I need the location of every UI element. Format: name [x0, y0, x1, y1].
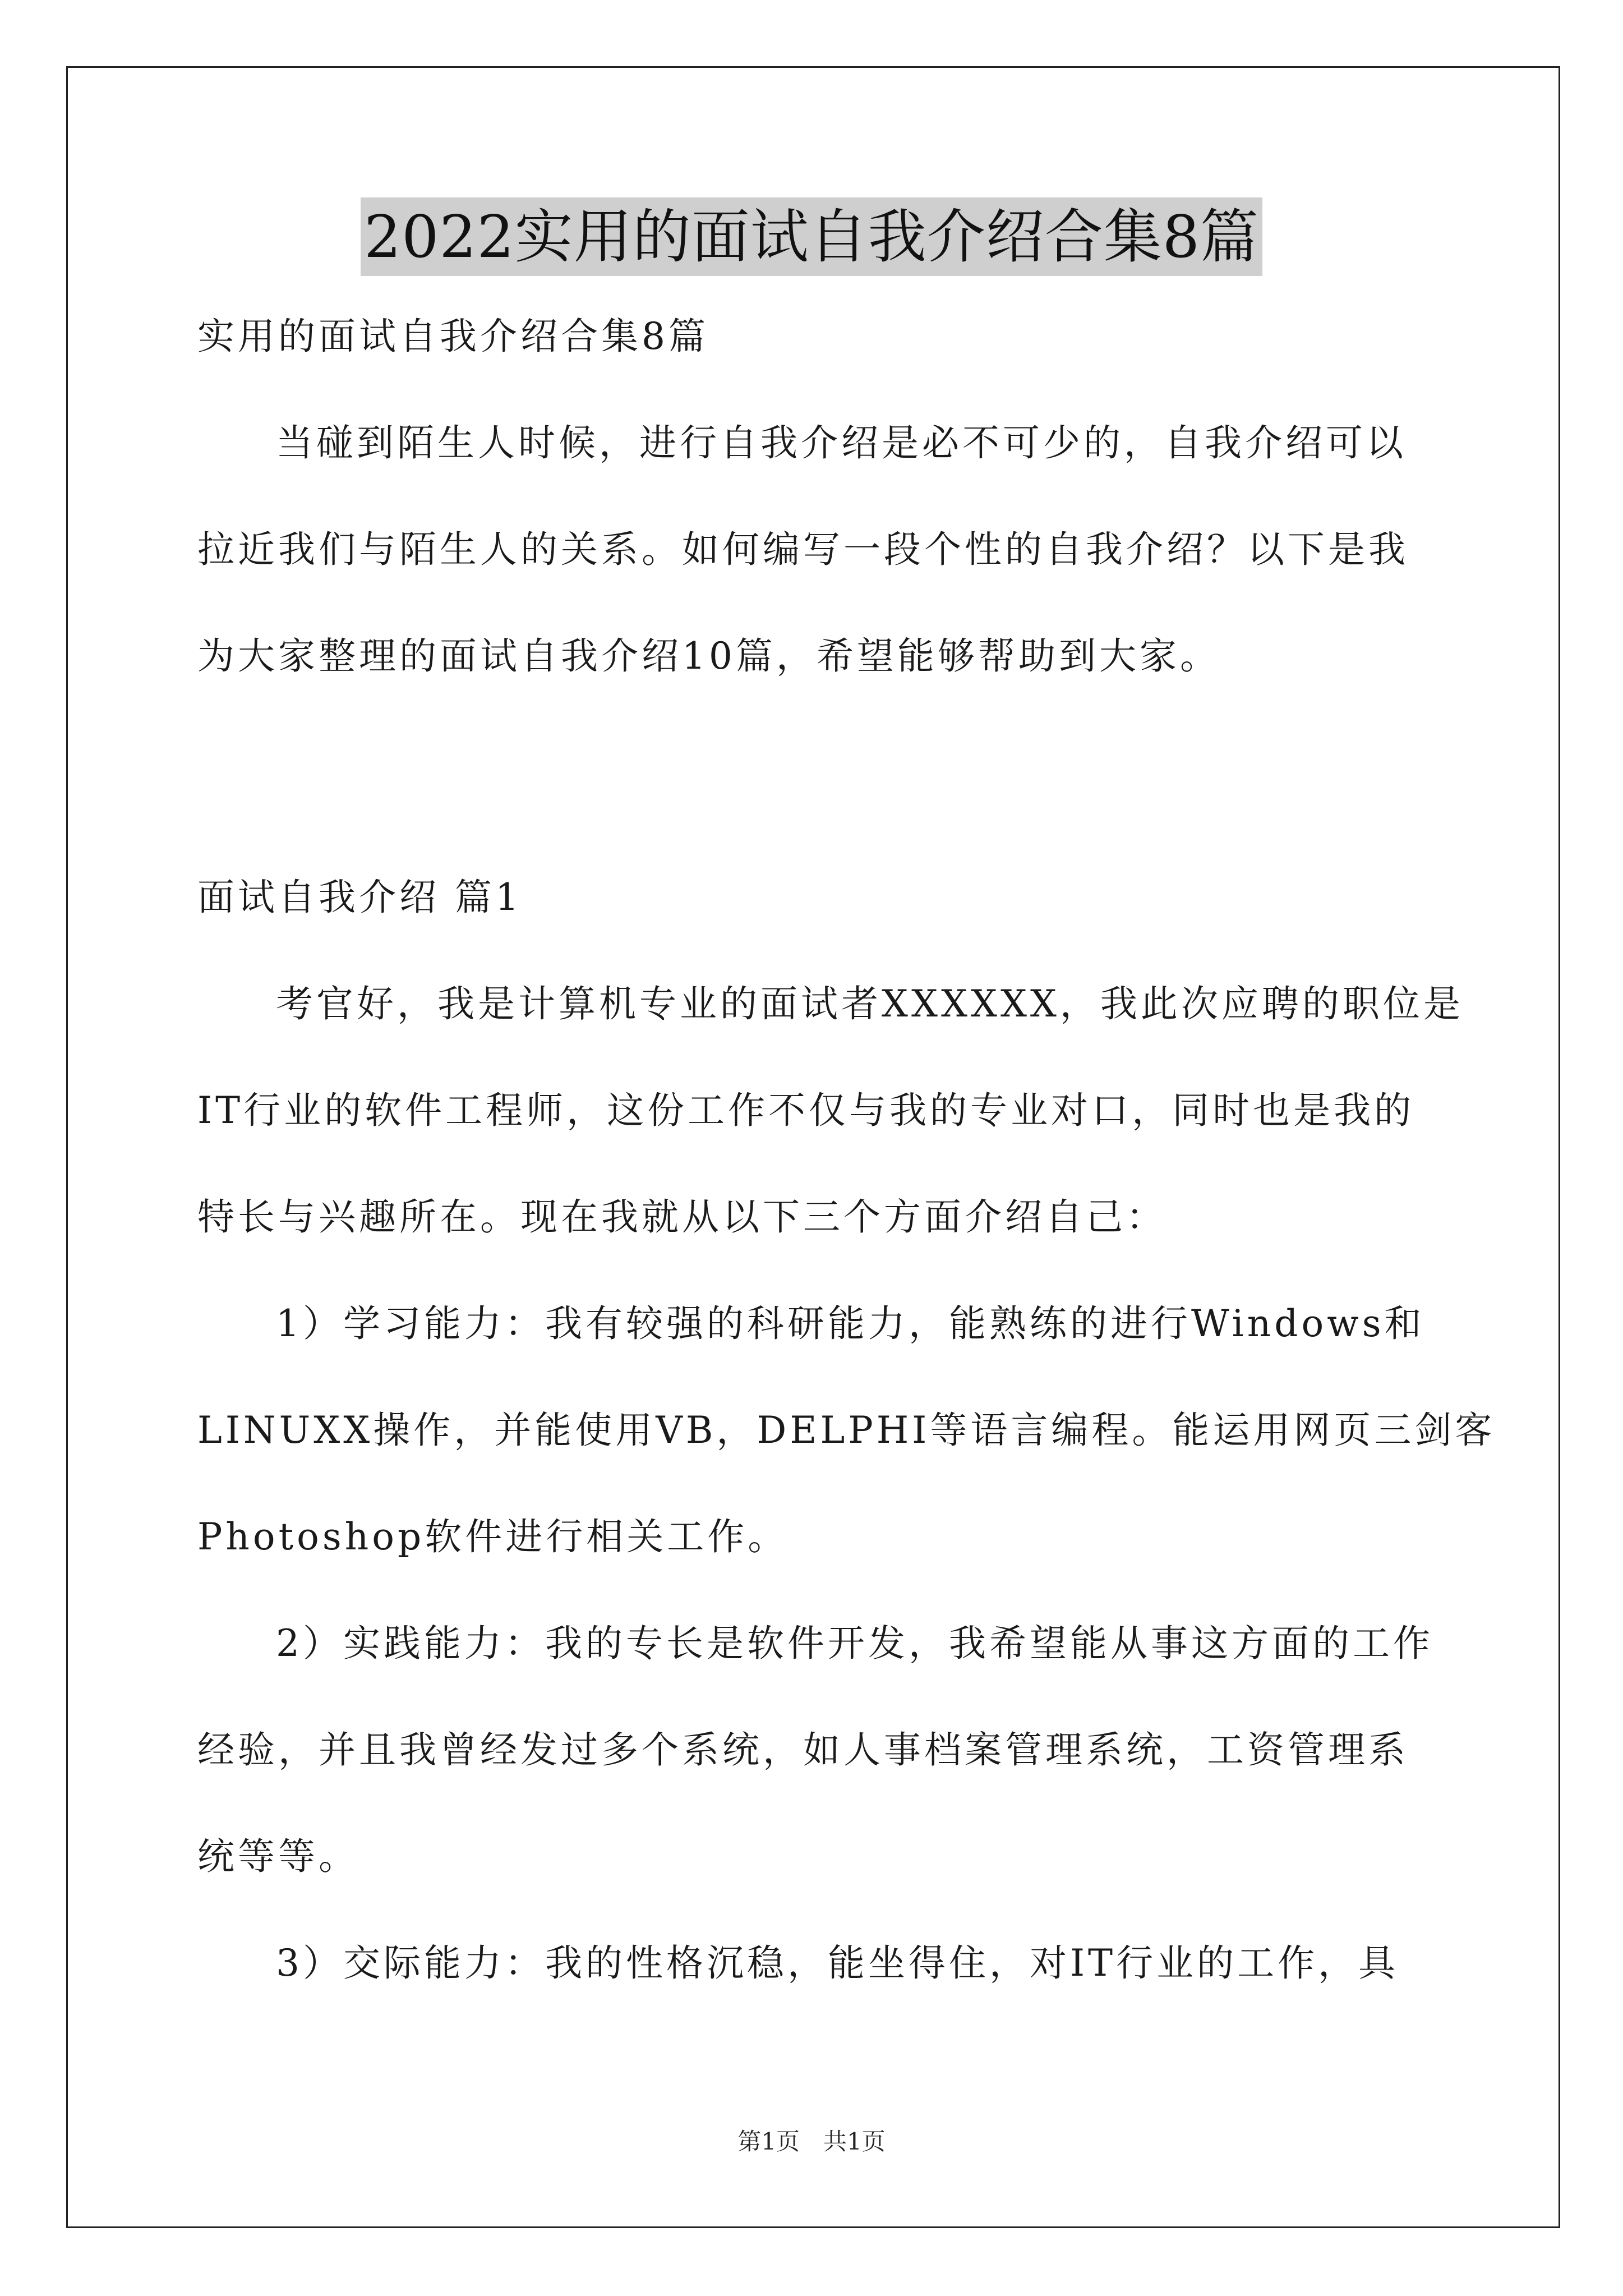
- document-title: 2022实用的面试自我介绍合集8篇: [361, 197, 1262, 276]
- page-border: [66, 66, 1560, 2228]
- title-container: [0, 197, 1623, 276]
- practice-ability-line-1: 2）实践能力：我的专长是软件开发，我希望能从事这方面的工作: [276, 1622, 1433, 1665]
- intro-paragraph-line-1: 当碰到陌生人时候，进行自我介绍是必不可少的，自我介绍可以: [276, 421, 1407, 464]
- practice-ability-line-2: 经验，并且我曾经发过多个系统，如人事档案管理系统，工资管理系: [197, 1728, 1409, 1772]
- section-heading: 面试自我介绍 篇1: [197, 876, 522, 919]
- intro-paragraph-line-2: 拉近我们与陌生人的关系。如何编写一段个性的自我介绍？以下是我: [197, 528, 1409, 571]
- learning-ability-line-3: Photoshop软件进行相关工作。: [197, 1515, 789, 1558]
- section-paragraph-line-1: 考官好，我是计算机专业的面试者XXXXXX，我此次应聘的职位是: [276, 982, 1464, 1025]
- section-paragraph-line-3: 特长与兴趣所在。现在我就从以下三个方面介绍自己：: [197, 1195, 1166, 1239]
- social-ability-line-1: 3）交际能力：我的性格沉稳，能坐得住，对IT行业的工作，具: [276, 1941, 1399, 1985]
- page-footer: 第1页 共1页: [737, 2128, 886, 2155]
- subtitle-line: 实用的面试自我介绍合集8篇: [197, 315, 709, 358]
- learning-ability-line-1: 1）学习能力：我有较强的科研能力，能熟练的进行Windows和: [276, 1302, 1425, 1345]
- learning-ability-line-2: LINUXX操作，并能使用VB，DELPHI等语言编程。能运用网页三剑客: [197, 1409, 1496, 1452]
- practice-ability-line-3: 统等等。: [197, 1835, 359, 1878]
- section-paragraph-line-2: IT行业的软件工程师，这份工作不仅与我的专业对口，同时也是我的: [197, 1089, 1415, 1132]
- intro-paragraph-line-3: 为大家整理的面试自我介绍10篇，希望能够帮助到大家。: [197, 634, 1220, 678]
